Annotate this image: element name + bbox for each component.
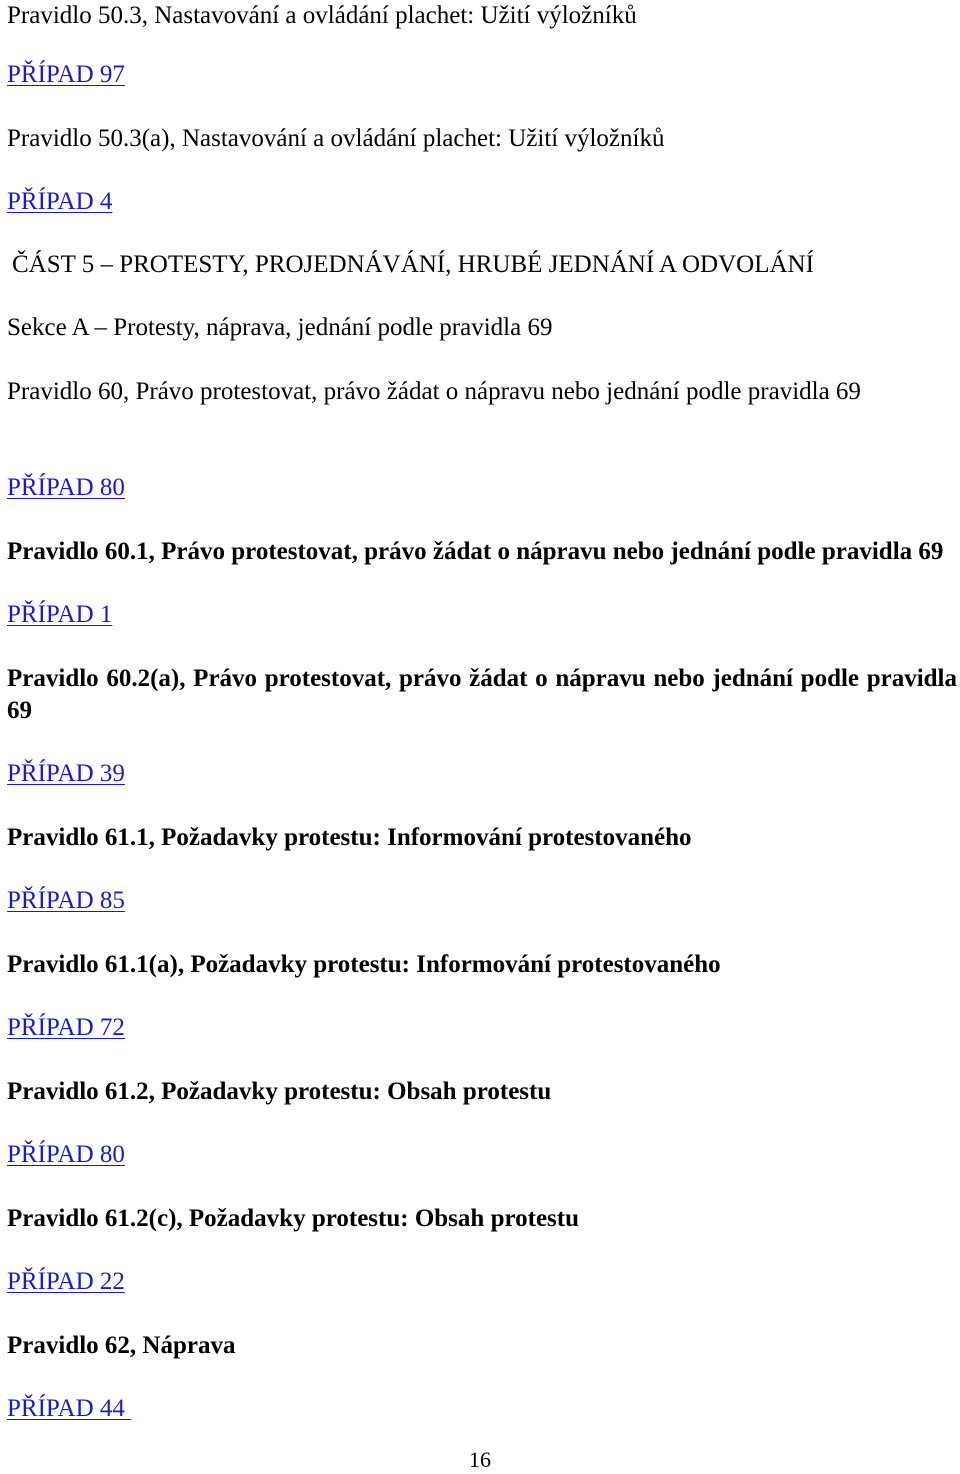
- case-link-97[interactable]: PŘÍPAD 97: [7, 61, 125, 88]
- case-link-1[interactable]: PŘÍPAD 1: [7, 601, 113, 628]
- rule-heading-50-3: Pravidlo 50.3, Nastavování a ovládání plachet: Užití výložníků: [7, 2, 637, 29]
- case-link-80-b[interactable]: PŘÍPAD 80: [7, 1141, 125, 1168]
- section-heading: Sekce A – Protesty, náprava, jednání podle pravidla 69: [7, 314, 553, 341]
- rule-heading-62: Pravidlo 62, Náprava: [7, 1332, 236, 1359]
- rule-heading-60-1: Pravidlo 60.1, Právo protestovat, právo žádat o nápravu nebo jednání podle pravidla 69: [7, 538, 944, 565]
- rule-heading-60-2a: Pravidlo 60.2(a), Právo protestovat, právo žádat o nápravu nebo jednání podle pravidla 69: [7, 665, 957, 724]
- case-link-4[interactable]: PŘÍPAD 4: [7, 188, 113, 215]
- rule-heading-61-2c: Pravidlo 61.2(c), Požadavky protestu: Obsah protestu: [7, 1205, 579, 1232]
- rule-heading-61-2: Pravidlo 61.2, Požadavky protestu: Obsah protestu: [7, 1078, 552, 1105]
- rule-heading-61-1a: Pravidlo 61.1(a), Požadavky protestu: Informování protestovaného: [7, 951, 721, 978]
- case-link-85[interactable]: PŘÍPAD 85: [7, 887, 125, 914]
- case-link-44[interactable]: PŘÍPAD 44: [7, 1395, 132, 1422]
- case-link-80-a[interactable]: PŘÍPAD 80: [7, 474, 125, 501]
- rule-heading-50-3a: Pravidlo 50.3(a), Nastavování a ovládání plachet: Užití výložníků: [7, 125, 665, 152]
- case-link-22[interactable]: PŘÍPAD 22: [7, 1268, 125, 1295]
- case-link-72[interactable]: PŘÍPAD 72: [7, 1014, 125, 1041]
- rule-heading-61-1: Pravidlo 61.1, Požadavky protestu: Informování protestovaného: [7, 824, 692, 851]
- part-heading: ČÁST 5 – PROTESTY, PROJEDNÁVÁNÍ, HRUBÉ JEDNÁNÍ A ODVOLÁNÍ: [12, 251, 814, 278]
- rule-heading-60: Pravidlo 60, Právo protestovat, právo žádat o nápravu nebo jednání podle pravidla 69: [7, 378, 861, 405]
- case-link-39[interactable]: PŘÍPAD 39: [7, 760, 125, 787]
- page-number: 16: [469, 1447, 491, 1472]
